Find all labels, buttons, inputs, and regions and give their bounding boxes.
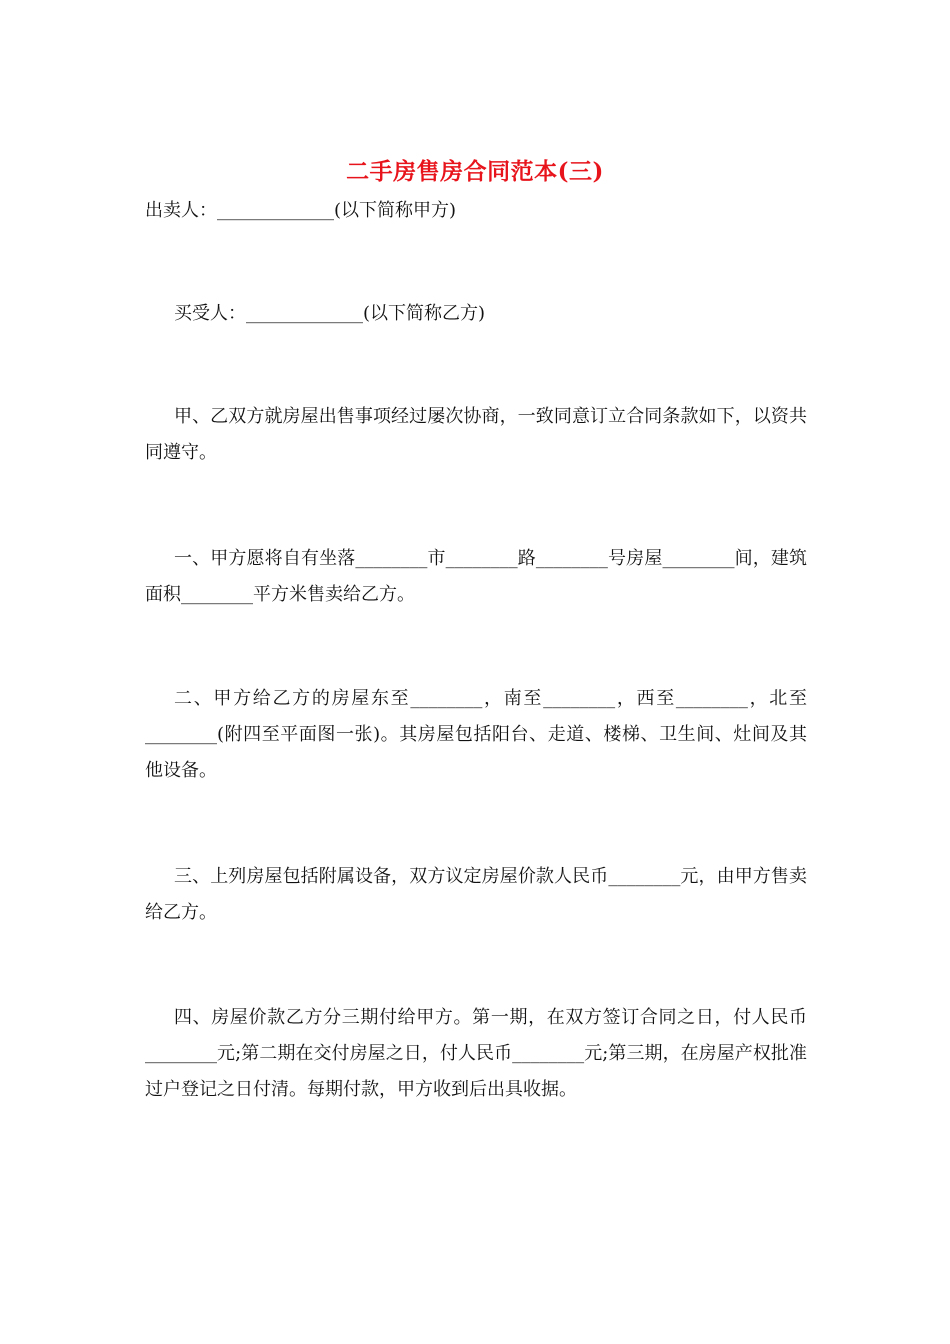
clause-2-paragraph: 二、甲方给乙方的房屋东至________，南至________，西至________，北至________(附四至平面图一张)。其房屋包括阳台、走道、楼梯、卫生间、灶间及其他设备。 — [145, 688, 807, 781]
clause-1-paragraph: 一、甲方愿将自有坐落________市________路________号房屋________间，建筑面积________平方米售卖给乙方。 — [145, 548, 807, 605]
clause-3-paragraph: 三、上列房屋包括附属设备，双方议定房屋价款人民币________元，由甲方售卖给乙方。 — [145, 866, 807, 923]
buyer-line: 买受人：_____________(以下简称乙方) — [174, 303, 486, 324]
seller-line: 出卖人：_____________(以下简称甲方) — [145, 200, 457, 221]
document-title: 二手房售房合同范本(三) — [346, 158, 604, 185]
clause-4-paragraph: 四、房屋价款乙方分三期付给甲方。第一期，在双方签订合同之日，付人民币________元;第二期在交付房屋之日，付人民币________元;第三期，在房屋产权批准过户登记之日付清。每期付款，甲方收到后出具收据。 — [145, 1007, 807, 1100]
intro-paragraph: 甲、乙双方就房屋出售事项经过屡次协商，一致同意订立合同条款如下，以资共同遵守。 — [145, 406, 807, 463]
